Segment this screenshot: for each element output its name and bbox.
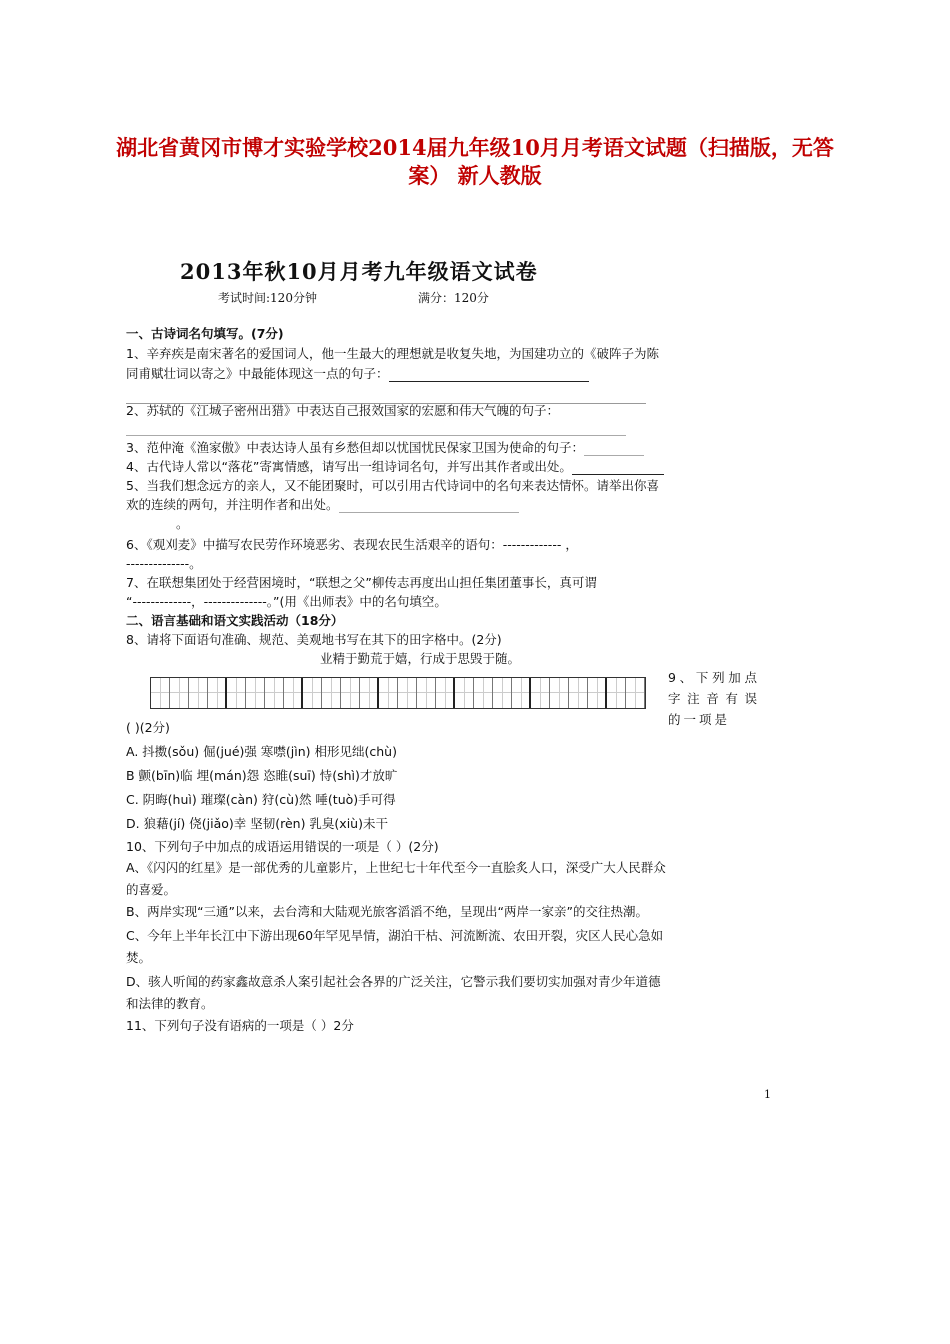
grid-cell[interactable] xyxy=(379,678,398,708)
q10-option-a2: 的喜爱。 xyxy=(126,882,177,897)
q9-option-b: B 颤(bīn)临 埋(mán)怨 恣睢(suī) 恃(shì)才放旷 xyxy=(126,768,398,783)
q9-text: 9、下列加点字注音有误的一项是 xyxy=(668,670,760,727)
q3-text: 3、范仲淹《渔家傲》中表达诗人虽有乡愁但却以忧国忧民保家卫国为使命的句子： xyxy=(126,440,584,455)
q9-option-a: A. 抖擞(sǒu) 倔(jué)强 寒噤(jìn) 相形见绌(chù) xyxy=(126,744,397,759)
grid-cell[interactable] xyxy=(588,678,607,708)
grid-cell[interactable] xyxy=(341,678,360,708)
q10-line: 10、下列句子中加点的成语运用错误的一项是（ ）(2分) xyxy=(126,839,439,854)
q5-line1: 5、当我们想念远方的亲人，又不能团聚时，可以引用古代诗词中的名句来表达情怀。请举出你喜 xyxy=(126,478,659,493)
section1-heading: 一、古诗词名句填写。(7分) xyxy=(126,326,284,341)
q10-option-c2: 焚。 xyxy=(126,950,152,965)
q4-line xyxy=(126,459,664,475)
grid-cell[interactable] xyxy=(151,678,170,708)
grid-cell[interactable] xyxy=(284,678,303,708)
grid-cell[interactable] xyxy=(360,678,379,708)
grid-cell[interactable] xyxy=(189,678,208,708)
q5-line2 xyxy=(126,497,519,513)
q8-line: 8、请将下面语句准确、规范、美观地书写在其下的田字格中。(2分) xyxy=(126,632,502,647)
q1-line1: 1、辛弃疾是南宋著名的爱国词人，他一生最大的理想就是收复失地，为国建功立的《破阵子为陈 xyxy=(126,346,659,361)
q10-option-d1: D、骇人听闻的药家鑫故意杀人案引起社会各界的广泛关注，它警示我们要切实加强对青少年道德 xyxy=(126,974,661,989)
document-title-line2: 案） 新人教版 xyxy=(408,163,542,188)
q5-text: 欢的连续的两句，并注明作者和出处。 xyxy=(126,497,339,512)
grid-cell[interactable] xyxy=(550,678,569,708)
q9-option-d: D. 狼藉(jí) 侥(jiǎo)幸 坚韧(rèn) 乳臭(xiù)未干 xyxy=(126,816,388,831)
answer-blank[interactable] xyxy=(126,390,646,404)
q7-line1: 7、在联想集团处于经营困境时，“联想之父”柳传志再度出山担任集团董事长，真可谓 xyxy=(126,575,597,590)
q9-option-c: C. 阴晦(huì) 璀璨(càn) 狩(cù)然 唾(tuò)手可得 xyxy=(126,792,396,807)
grid-cell[interactable] xyxy=(493,678,512,708)
exam-title: 2013年秋10月月考九年级语文试卷 xyxy=(180,259,538,284)
q11-line: 11、下列句子没有语病的一项是（ ）2分 xyxy=(126,1018,354,1033)
grid-cell[interactable] xyxy=(626,678,645,708)
section2-heading: 二、语言基础和语文实践活动（18分） xyxy=(126,613,344,628)
grid-cell[interactable] xyxy=(474,678,493,708)
grid-cell[interactable] xyxy=(322,678,341,708)
q10-option-d2: 和法律的教育。 xyxy=(126,996,214,1011)
document-title-line1: 湖北省黄冈市博才实验学校2014届九年级10月月考语文试题（扫描版，无答 xyxy=(116,135,834,160)
grid-cell[interactable] xyxy=(531,678,550,708)
exam-score: 满分：120分 xyxy=(418,291,489,305)
grid-cell[interactable] xyxy=(417,678,436,708)
grid-cell[interactable] xyxy=(512,678,531,708)
answer-blank[interactable] xyxy=(572,461,664,475)
writing-grid[interactable] xyxy=(150,677,646,709)
q10-option-a1: A、《闪闪的红星》是一部优秀的儿童影片，上世纪七十年代至今一直脍炙人口，深受广大人民群众 xyxy=(126,860,666,875)
q10-option-c1: C、今年上半年长江中下游出现60年罕见旱情，湖泊干枯、河流断流、农田开裂，灾区人民心急如 xyxy=(126,928,664,943)
q1-line2 xyxy=(126,366,589,382)
answer-blank[interactable] xyxy=(389,368,589,382)
grid-cell[interactable] xyxy=(208,678,227,708)
grid-cell[interactable] xyxy=(569,678,588,708)
grid-cell[interactable] xyxy=(398,678,417,708)
exam-time: 考试时间:120分钟 xyxy=(218,291,317,305)
answer-blank[interactable] xyxy=(584,442,644,456)
q6-line1: 6、《观刈麦》中描写农民劳作环境恶劣、表现农民生活艰辛的语句：------------- ， xyxy=(126,537,578,552)
grid-cell[interactable] xyxy=(303,678,322,708)
q6-line2: --------------。 xyxy=(126,556,202,571)
grid-cell[interactable] xyxy=(227,678,246,708)
q2-line: 2、苏轼的《江城子密州出猎》中表达自己报效国家的宏愿和伟大气魄的句子： xyxy=(126,403,559,418)
document-title xyxy=(60,134,890,190)
q4-text: 4、古代诗人常以“落花”寄寓情感，请写出一组诗词名句，并写出其作者或出处。 xyxy=(126,459,572,474)
answer-blank[interactable] xyxy=(126,422,626,436)
q8-sentence: 业精于勤荒于嬉，行成于思毁于随。 xyxy=(320,651,521,666)
q9-score: ( )(2分) xyxy=(126,720,170,735)
grid-cell[interactable] xyxy=(607,678,626,708)
q1-line3 xyxy=(126,388,646,404)
grid-cell[interactable] xyxy=(455,678,474,708)
q7-line2: “-------------，--------------。”(用《出师表》中的名句填空。 xyxy=(126,594,447,609)
q10-option-b: B、两岸实现“三通”以来，去台湾和大陆观光旅客滔滔不绝，呈现出“两岸一家亲”的交往热潮。 xyxy=(126,904,648,919)
grid-cell[interactable] xyxy=(170,678,189,708)
answer-blank[interactable] xyxy=(339,499,519,513)
page-number: 1 xyxy=(764,1088,771,1101)
grid-cell[interactable] xyxy=(265,678,284,708)
grid-cell[interactable] xyxy=(436,678,455,708)
q2-blank-line xyxy=(126,420,626,436)
q3-line xyxy=(126,440,644,456)
q5-line3: 。 xyxy=(176,516,189,531)
grid-cell[interactable] xyxy=(246,678,265,708)
q1-text: 同甫赋壮词以寄之》中最能体现这一点的句子： xyxy=(126,366,389,381)
